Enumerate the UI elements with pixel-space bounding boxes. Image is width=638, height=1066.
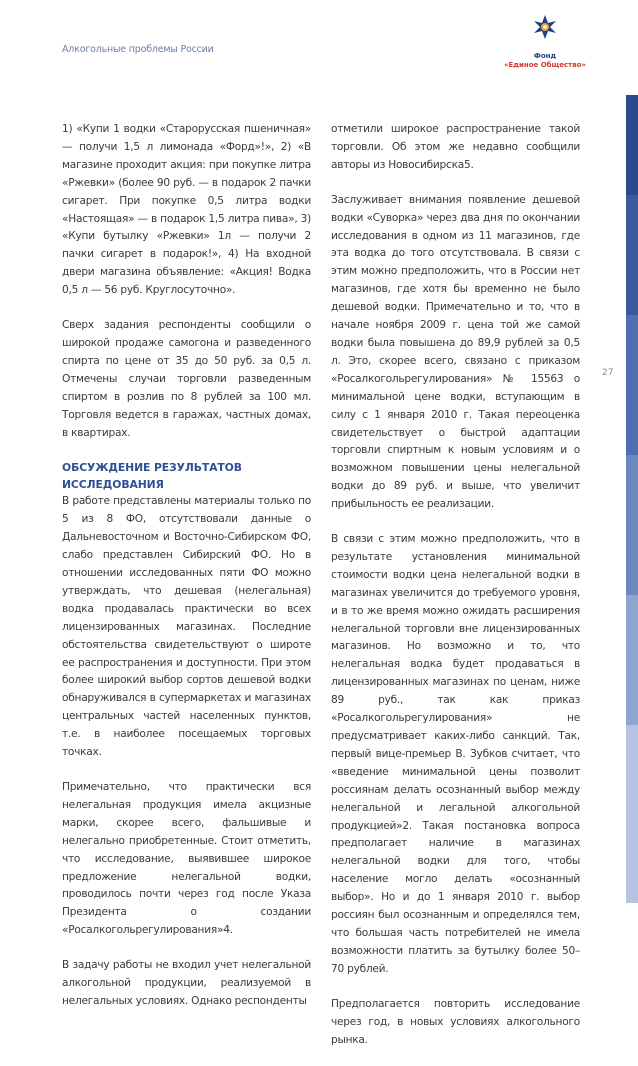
- paragraph: В связи с этим можно предположить, что в результате установления минимальной стоимости водки цена нелегальной водки в магазинах увеличится до требуемого уровня, и в то же время можно ожидать расширения нелегальной торговли вне лицензированных магазинов. Но возможно и то, что нелегальная водка будет продаваться в лицензированных магазинах по ценам, ниже 89 руб., так как приказ «Росалкогольрегулирования» не предусматривает каких-либо санкций. Так, первый вице-премьер В. Зубков считает, что «введение минимальной цены позволит россиянам делать осознанный выбор между нелегальной и легальной алкогольной продукцией»2. Такая постановка вопроса предполагает наличие в магазинах нелегальной водки для того, чтобы население могло делать «осознанный выбор». Но и до 1 января 2010 г. выбор россиян был осознанным и определялся тем, что большая часть потребителей не имела возможности платить за бутылку более 50–70 рублей.: [331, 533, 580, 975]
- logo-line-fond: Фонд: [533, 52, 557, 60]
- star-emblem-icon: [532, 14, 558, 44]
- logo-line-name: «Единое Общество»: [504, 61, 586, 69]
- right-column: [331, 121, 580, 1066]
- paragraph: 1) «Купи 1 водки «Старорусская пшеничная» — получи 1,5 л лимонада «Форд»!», 2) «В магазине проходит акция: при покупке литра «Ржевки» (более 90 руб. — в подарок 2 пачки сигарет. При покупке 0,5 литра водки «Настоящая» — в подарок 1,5 литра пива», 3) «Купи бутылку «Ржевки» 1л — получи 2 пачки сигарет в подарок!», 4) На входной двери магазина объявление: «Акция! Водка 0,5 л — 56 руб. Круглосуточно».: [62, 123, 311, 297]
- running-header-title: Алкогольные проблемы России: [62, 44, 214, 55]
- paragraph: В работе представлены материалы только по 5 из 8 ФО, отсутствовали данные о Дальневосточном и Восточно-Сибирском ФО, слабо представлен Сибирский ФО. Но в отношении исследованных пяти ФО можно утверждать, что дешевая (нелегальная) водка продавалась практически во всех лицензированных магазинах. Последние обстоятельства свидетельствуют о широте ее распространения и доступности. При этом более широкий выбор сортов дешевой водки обнаруживался в супермаркетах и магазинах центральных частей населенных пунктов, т.е. в наиболее посещаемых торговых точках.: [62, 495, 311, 759]
- paragraph: отметили широкое распространение такой торговли. Об этом же недавно сообщили авторы из Новосибирска5.: [331, 123, 580, 171]
- paragraph: Предполагается повторить исследование через год, в новых условиях алкогольного рынка.: [331, 997, 580, 1046]
- side-color-bar: [626, 0, 638, 903]
- left-column: [62, 121, 311, 1028]
- paragraph: В задачу работы не входил учет нелегальной алкогольной продукции, реализуемой в нелегальных условиях. Однако респонденты: [62, 959, 311, 1007]
- paragraph: Сверх задания респонденты сообщили о широкой продаже самогона и разведенного спирта по цене от 35 до 50 руб. за 0,5 л. Отмечены случаи торговли разведенным спиртом в розлив по 8 рублей за 100 мл. Торговля ведется в гаражах, частных домах, в квартирах.: [62, 319, 311, 439]
- paragraph: Примечательно, что практически вся нелегальная продукция имела акцизные марки, скорее всего, фальшивые и нелегально приобретенные. Стоит отметить, что исследование, выявившее широкое предложение нелегальной водки, проводилось почти через год после Указа Президента о создании «Росалкогольрегулирования»4.: [62, 781, 311, 937]
- section-heading: ОБСУЖДЕНИЕ РЕЗУЛЬТАТОВ ИССЛЕДОВАНИЯ: [62, 461, 242, 492]
- paragraph: Заслуживает внимания появление дешевой водки «Суворка» через два дня по окончании исследования в одном из 11 магазинов, где эта водка до того отсутствовала. В связи с этим можно предположить, что в России нет магазинов, где хотя бы временно не было дешевой водки. Примечательно и то, что в начале ноября 2009 г. цена той же самой водки была повышена до 89,9 рублей за 0,5 л. Это, скорее всего, связано с приказом «Росалкогольрегулирования» № 15563 о минимальной цене водки, вступающим в силу с 1 января 2010 г. Такая переоценка свидетельствует о быстрой адаптации торговли спиртным к новым условиям и о возможном повышении цены нелегальной водки до 89 руб. и выше, что увеличит прибыльность ее реализации.: [331, 193, 580, 511]
- page-number: 27: [602, 368, 614, 378]
- foundation-logo: [500, 14, 590, 69]
